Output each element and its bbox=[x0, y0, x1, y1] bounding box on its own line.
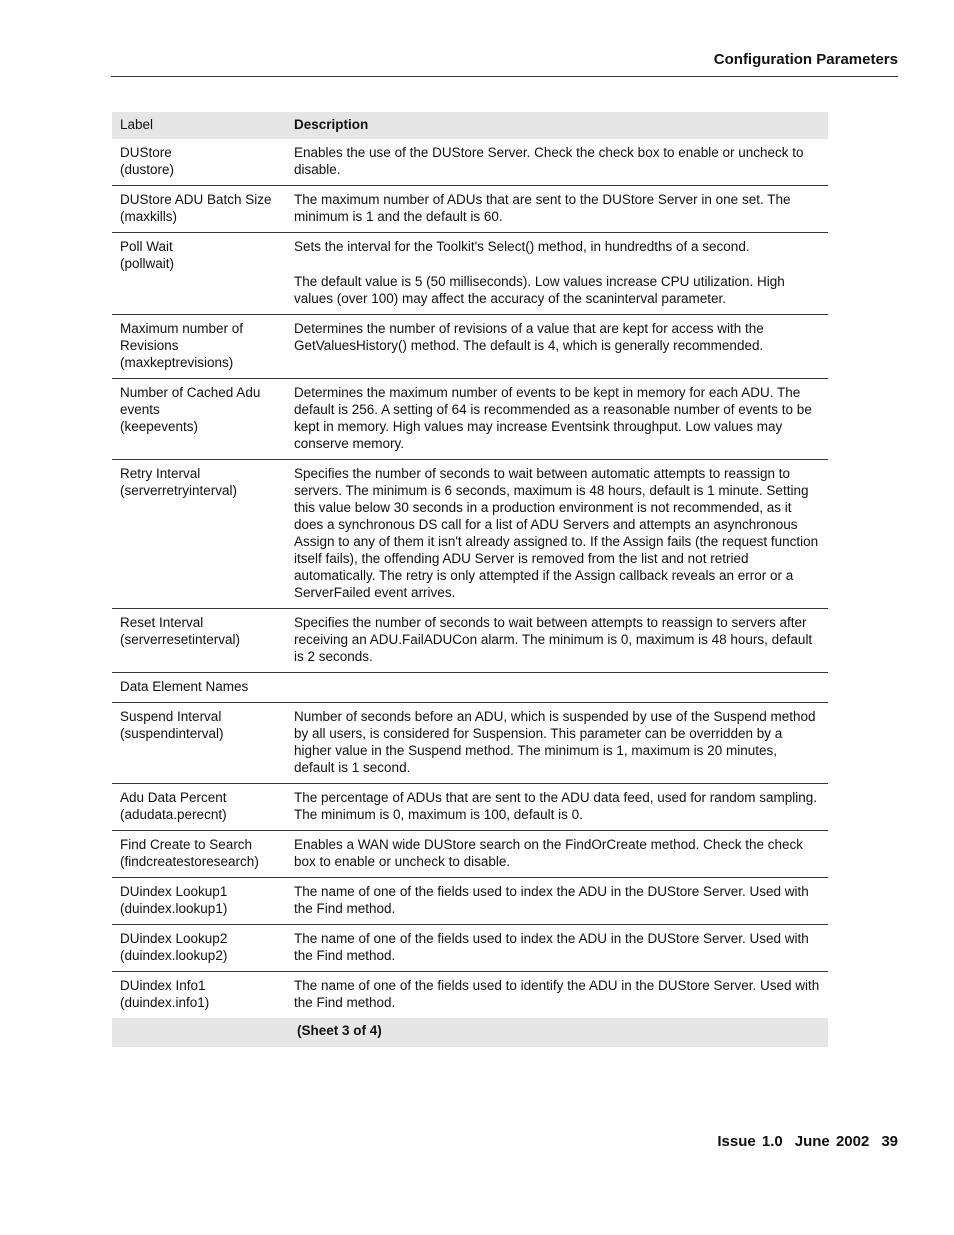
label-key: (serverretryinterval) bbox=[120, 483, 238, 498]
parameter-description bbox=[286, 703, 828, 784]
parameter-description bbox=[286, 925, 828, 972]
parameter-label bbox=[112, 925, 286, 972]
description-paragraph: The name of one of the fields used to index the ADU in the DUStore Server. Used with the Find method. bbox=[294, 931, 809, 963]
table-row bbox=[112, 139, 828, 186]
parameter-label bbox=[112, 379, 286, 460]
label-name: DUindex Lookup1 bbox=[120, 884, 228, 899]
parameter-label bbox=[112, 831, 286, 878]
label-name: Poll Wait bbox=[120, 239, 173, 254]
description-paragraph: The percentage of ADUs that are sent to the ADU data feed, used for random sampling. The minimum is 0, maximum is 100, default is 0. bbox=[294, 790, 818, 822]
parameter-label bbox=[112, 315, 286, 379]
parameter-description bbox=[286, 673, 828, 703]
table-row bbox=[112, 315, 828, 379]
description-paragraph: Specifies the number of seconds to wait between automatic attempts to reassign to servers. The minimum is 6 seconds, maximum is 48 hours, default is 1 minute. Setting this value below 30 seconds in a production environment is not recommended, as it does a synchronous DS call for a list of ADU Servers and attempts an asynchronous Assign to any of them it isn't already assigned to. If the Assign fails (the request function itself fails), the offending ADU Server is removed from the list and not retried automatically. The retry is only attempted if the Assign callback reveals an error or a ServerFailed event arrives. bbox=[294, 466, 819, 600]
parameter-description bbox=[286, 186, 828, 233]
sheet-note: (Sheet 3 of 4) bbox=[286, 1018, 828, 1047]
parameter-description bbox=[286, 831, 828, 878]
table-row bbox=[112, 878, 828, 925]
table-row bbox=[112, 831, 828, 878]
page-number: 39 bbox=[881, 1133, 898, 1150]
parameter-label bbox=[112, 233, 286, 315]
label-name: Maximum number of Revisions bbox=[120, 321, 244, 353]
parameter-label bbox=[112, 878, 286, 925]
description-column-header: Description bbox=[286, 112, 828, 139]
parameter-label bbox=[112, 972, 286, 1019]
label-key: (dustore) bbox=[120, 162, 175, 177]
parameter-description bbox=[286, 784, 828, 831]
table-row bbox=[112, 972, 828, 1019]
label-name: Retry Interval bbox=[120, 466, 201, 481]
table-row bbox=[112, 673, 828, 703]
label-key: (duindex.info1) bbox=[120, 995, 210, 1010]
label-name: DUindex Info1 bbox=[120, 978, 206, 993]
label-key: (duindex.lookup1) bbox=[120, 901, 228, 916]
label-name: Data Element Names bbox=[120, 679, 249, 694]
label-name: DUindex Lookup2 bbox=[120, 931, 228, 946]
label-key: (suspendinterval) bbox=[120, 726, 224, 741]
issue-date: June 2002 bbox=[794, 1133, 870, 1150]
description-paragraph: Number of seconds before an ADU, which is suspended by use of the Suspend method by all users, is considered for Suspension. This parameter can be overridden by a higher value in the Suspend method. The minimum is 1, maximum is 20 minutes, default is 1 second. bbox=[294, 709, 816, 775]
parameter-label bbox=[112, 673, 286, 703]
description-paragraph: The maximum number of ADUs that are sent to the DUStore Server in one set. The minimum is 1 and the default is 60. bbox=[294, 192, 791, 224]
parameter-description bbox=[286, 972, 828, 1019]
description-paragraph: Specifies the number of seconds to wait between attempts to reassign to servers after receiving an ADU.FailADUCon alarm. The minimum is 0, maximum is 48 hours, default is 2 seconds. bbox=[294, 615, 813, 664]
parameter-label bbox=[112, 139, 286, 186]
description-paragraph: Determines the number of revisions of a value that are kept for access with the GetValuesHistory() method. The default is 4, which is generally recommended. bbox=[294, 321, 764, 353]
label-key: (findcreatestoresearch) bbox=[120, 854, 259, 869]
label-column-header: Label bbox=[112, 112, 286, 139]
sheet-row bbox=[112, 1018, 828, 1047]
configuration-parameters-table bbox=[112, 112, 828, 1047]
parameter-label bbox=[112, 609, 286, 673]
label-key: (adudata.perecnt) bbox=[120, 807, 227, 822]
table-row bbox=[112, 703, 828, 784]
parameter-description bbox=[286, 233, 828, 315]
label-key: (keepevents) bbox=[120, 419, 199, 434]
label-name: DUStore bbox=[120, 145, 172, 160]
label-name: Number of Cached Adu events bbox=[120, 385, 261, 417]
label-name: Adu Data Percent bbox=[120, 790, 227, 805]
description-paragraph: Determines the maximum number of events to be kept in memory for each ADU. The default is 256. A setting of 64 is recommended as a reasonable number of events to be kept in memory. High values may increase Eventsink throughput. Low values may conserve memory. bbox=[294, 385, 812, 451]
parameter-description bbox=[286, 139, 828, 186]
label-name: Reset Interval bbox=[120, 615, 204, 630]
label-key: (duindex.lookup2) bbox=[120, 948, 228, 963]
label-name: DUStore ADU Batch Size bbox=[120, 192, 272, 207]
parameter-label bbox=[112, 784, 286, 831]
label-key: (maxkills) bbox=[120, 209, 177, 224]
parameter-label bbox=[112, 186, 286, 233]
table-row bbox=[112, 925, 828, 972]
label-key: (serverresetinterval) bbox=[120, 632, 241, 647]
description-paragraph: Enables the use of the DUStore Server. Check the check box to enable or uncheck to disable. bbox=[294, 145, 804, 177]
description-paragraph: The name of one of the fields used to index the ADU in the DUStore Server. Used with the Find method. bbox=[294, 884, 809, 916]
label-name: Suspend Interval bbox=[120, 709, 222, 724]
description-paragraph: Sets the interval for the Toolkit's Select() method, in hundredths of a second. bbox=[294, 239, 750, 254]
label-name: Find Create to Search bbox=[120, 837, 253, 852]
label-key: (pollwait) bbox=[120, 256, 175, 271]
table-row bbox=[112, 186, 828, 233]
parameter-description bbox=[286, 878, 828, 925]
table-row bbox=[112, 233, 828, 315]
parameter-description bbox=[286, 315, 828, 379]
parameter-label bbox=[112, 703, 286, 784]
table-row bbox=[112, 460, 828, 609]
description-paragraph: The name of one of the fields used to identify the ADU in the DUStore Server. Used with the Find method. bbox=[294, 978, 820, 1010]
page-footer bbox=[717, 1133, 898, 1150]
description-paragraph: The default value is 5 (50 milliseconds). Low values increase CPU utilization. High values (over 100) may affect the accuracy of the scaninterval parameter. bbox=[294, 274, 785, 306]
description-paragraph: Enables a WAN wide DUStore search on the FindOrCreate method. Check the check box to enable or uncheck to disable. bbox=[294, 837, 803, 869]
running-header-title: Configuration Parameters bbox=[713, 51, 898, 68]
table-header-row bbox=[112, 112, 828, 139]
label-key: (maxkeptrevisions) bbox=[120, 355, 234, 370]
header-rule bbox=[111, 76, 898, 77]
table-row bbox=[112, 609, 828, 673]
issue-label: Issue 1.0 bbox=[717, 1133, 783, 1150]
parameter-description bbox=[286, 609, 828, 673]
parameter-label bbox=[112, 460, 286, 609]
parameter-description bbox=[286, 460, 828, 609]
parameter-description bbox=[286, 379, 828, 460]
table-row bbox=[112, 379, 828, 460]
table-body bbox=[112, 139, 828, 1018]
table-row bbox=[112, 784, 828, 831]
